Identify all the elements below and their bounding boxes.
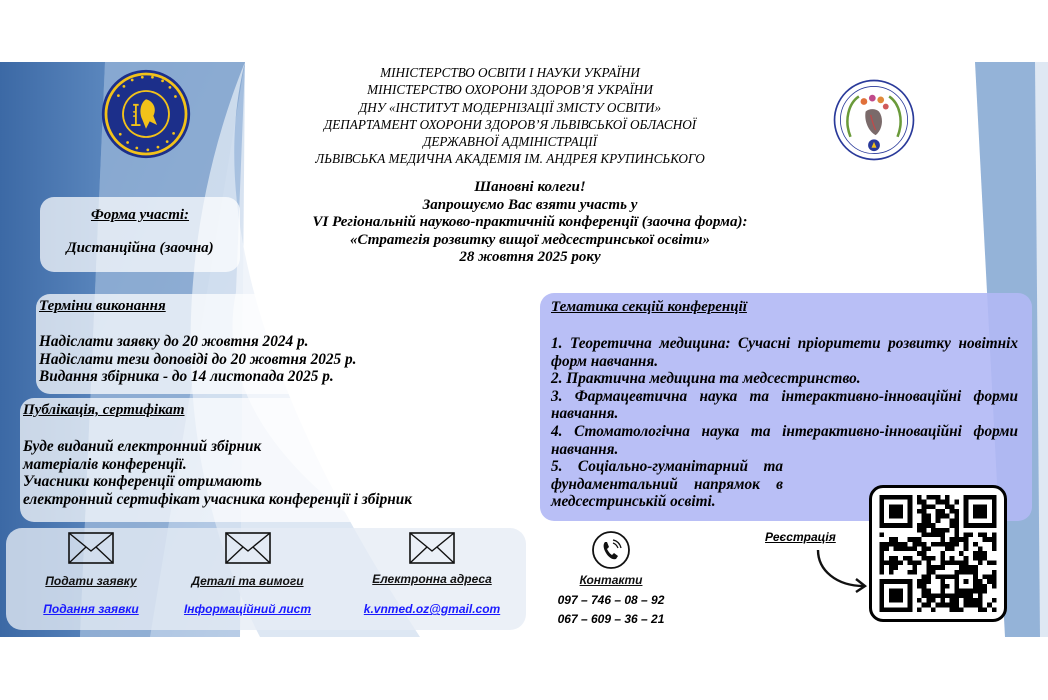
publication-text [23,438,412,508]
envelope-icon[interactable] [225,532,271,564]
header-line: МІНІСТЕРСТВО ОСВІТИ І НАУКИ УКРАЇНИ [380,65,640,80]
publication-line: матеріалів конференції. [23,455,187,473]
envelope-icon[interactable] [409,532,455,564]
participation-box [40,197,240,272]
conference-name: VI Регіональній науково-практичній конференції (заочна форма): [312,214,748,231]
phone-number[interactable]: 097 – 746 – 08 – 92 [557,593,665,607]
greeting: Шановні колеги! [474,179,586,195]
arrow-icon [812,548,872,598]
publication-title: Публікація, сертифікат [23,402,185,418]
invite-line: Запрошуємо Вас взяти участь у [422,196,638,213]
phone-icon [591,530,631,570]
contacts-label: Контакти [579,573,643,587]
topic-item: 2. Практична медицина та медсестринство. [551,370,861,388]
department-logo [832,78,916,162]
registration-qr-code[interactable] [869,485,1007,622]
conference-date: 28 жовтня 2025 року [459,249,601,266]
details-column [180,532,315,616]
topic-item: 5. Соціально-гуманітарний та фундаментальний напрямок в медсестринській освіті. [551,458,783,511]
header-line: ДЕПАРТАМЕНТ ОХОРОНИ ЗДОРОВ’Я ЛЬВІВСЬКОЇ ОБЛАСНОЇ [323,116,697,132]
header-line: МІНІСТЕРСТВО ОХОРОНИ ЗДОРОВ’Я УКРАЇНИ [367,82,653,98]
topic-item: 1. Теоретична медицина: Сучасні пріоритети розвитку новітніх форм навчання. [551,335,1018,370]
participation-value: Дистанційна (заочна) [66,240,214,256]
poster [0,62,1048,637]
info-letter-link[interactable]: Інформаційний лист [183,602,312,616]
participation-title: Форма участі: [90,207,190,223]
deadlines-box [36,294,536,394]
email-link[interactable]: k.vnmed.oz@gmail.com [363,602,501,616]
academy-logo [100,68,192,160]
publication-box [20,398,536,522]
phone-number[interactable]: 067 – 609 – 36 – 21 [557,612,665,626]
registration-label: Реєстрація [765,530,836,544]
topics-title: Тематика секцій конференції [551,299,747,315]
publication-line: Буде виданий електронний збірник [23,438,262,455]
email-label: Електронна адреса [372,572,492,586]
invitation [240,179,820,267]
publication-line: електронний сертифікат учасника конференції і збірник [23,490,413,508]
deadline-item: Надіслати тези доповіді до 20 жовтня 2025 р. [39,350,357,368]
qr-code-icon [879,495,997,612]
deadlines-list [39,333,356,386]
header-line: ДЕРЖАВНОЇ АДМІНІСТРАЦІЇ [422,134,598,150]
apply-link[interactable]: Подання заявки [43,602,139,616]
deadlines-title: Терміни виконання [39,298,166,314]
header-line: ЛЬВІВСЬКА МЕДИЧНА АКАДЕМІЯ ІМ. АНДРЕЯ КРУПИНСЬКОГО [315,151,705,167]
envelope-icon[interactable] [68,532,114,564]
header-line: ДНУ «ІНСТИТУТ МОДЕРНІЗАЦІЇ ЗМІСТУ ОСВІТИ» [358,99,662,115]
topic-item: 3. Фармацевтична наука та інтерактивно-інноваційні форми навчання. [551,387,1018,423]
phones-column [556,530,666,629]
apply-column [36,532,146,616]
organizations-header [250,64,770,168]
conference-title: «Стратегія розвитку вищої медсестринської освіти» [350,231,710,248]
deadline-item: Надіслати заявку до 20 жовтня 2024 р. [39,333,309,350]
email-column [352,532,512,616]
apply-label: Подати заявку [45,574,137,588]
publication-line: Учасники конференції отримають [23,473,262,490]
topic-item: 4. Стоматологічна наука та інтерактивно-інноваційні форми навчання. [551,422,1018,458]
details-label: Деталі та вимоги [191,574,304,588]
deadline-item: Видання збірника - до 14 листопада 2025 р. [39,368,334,385]
